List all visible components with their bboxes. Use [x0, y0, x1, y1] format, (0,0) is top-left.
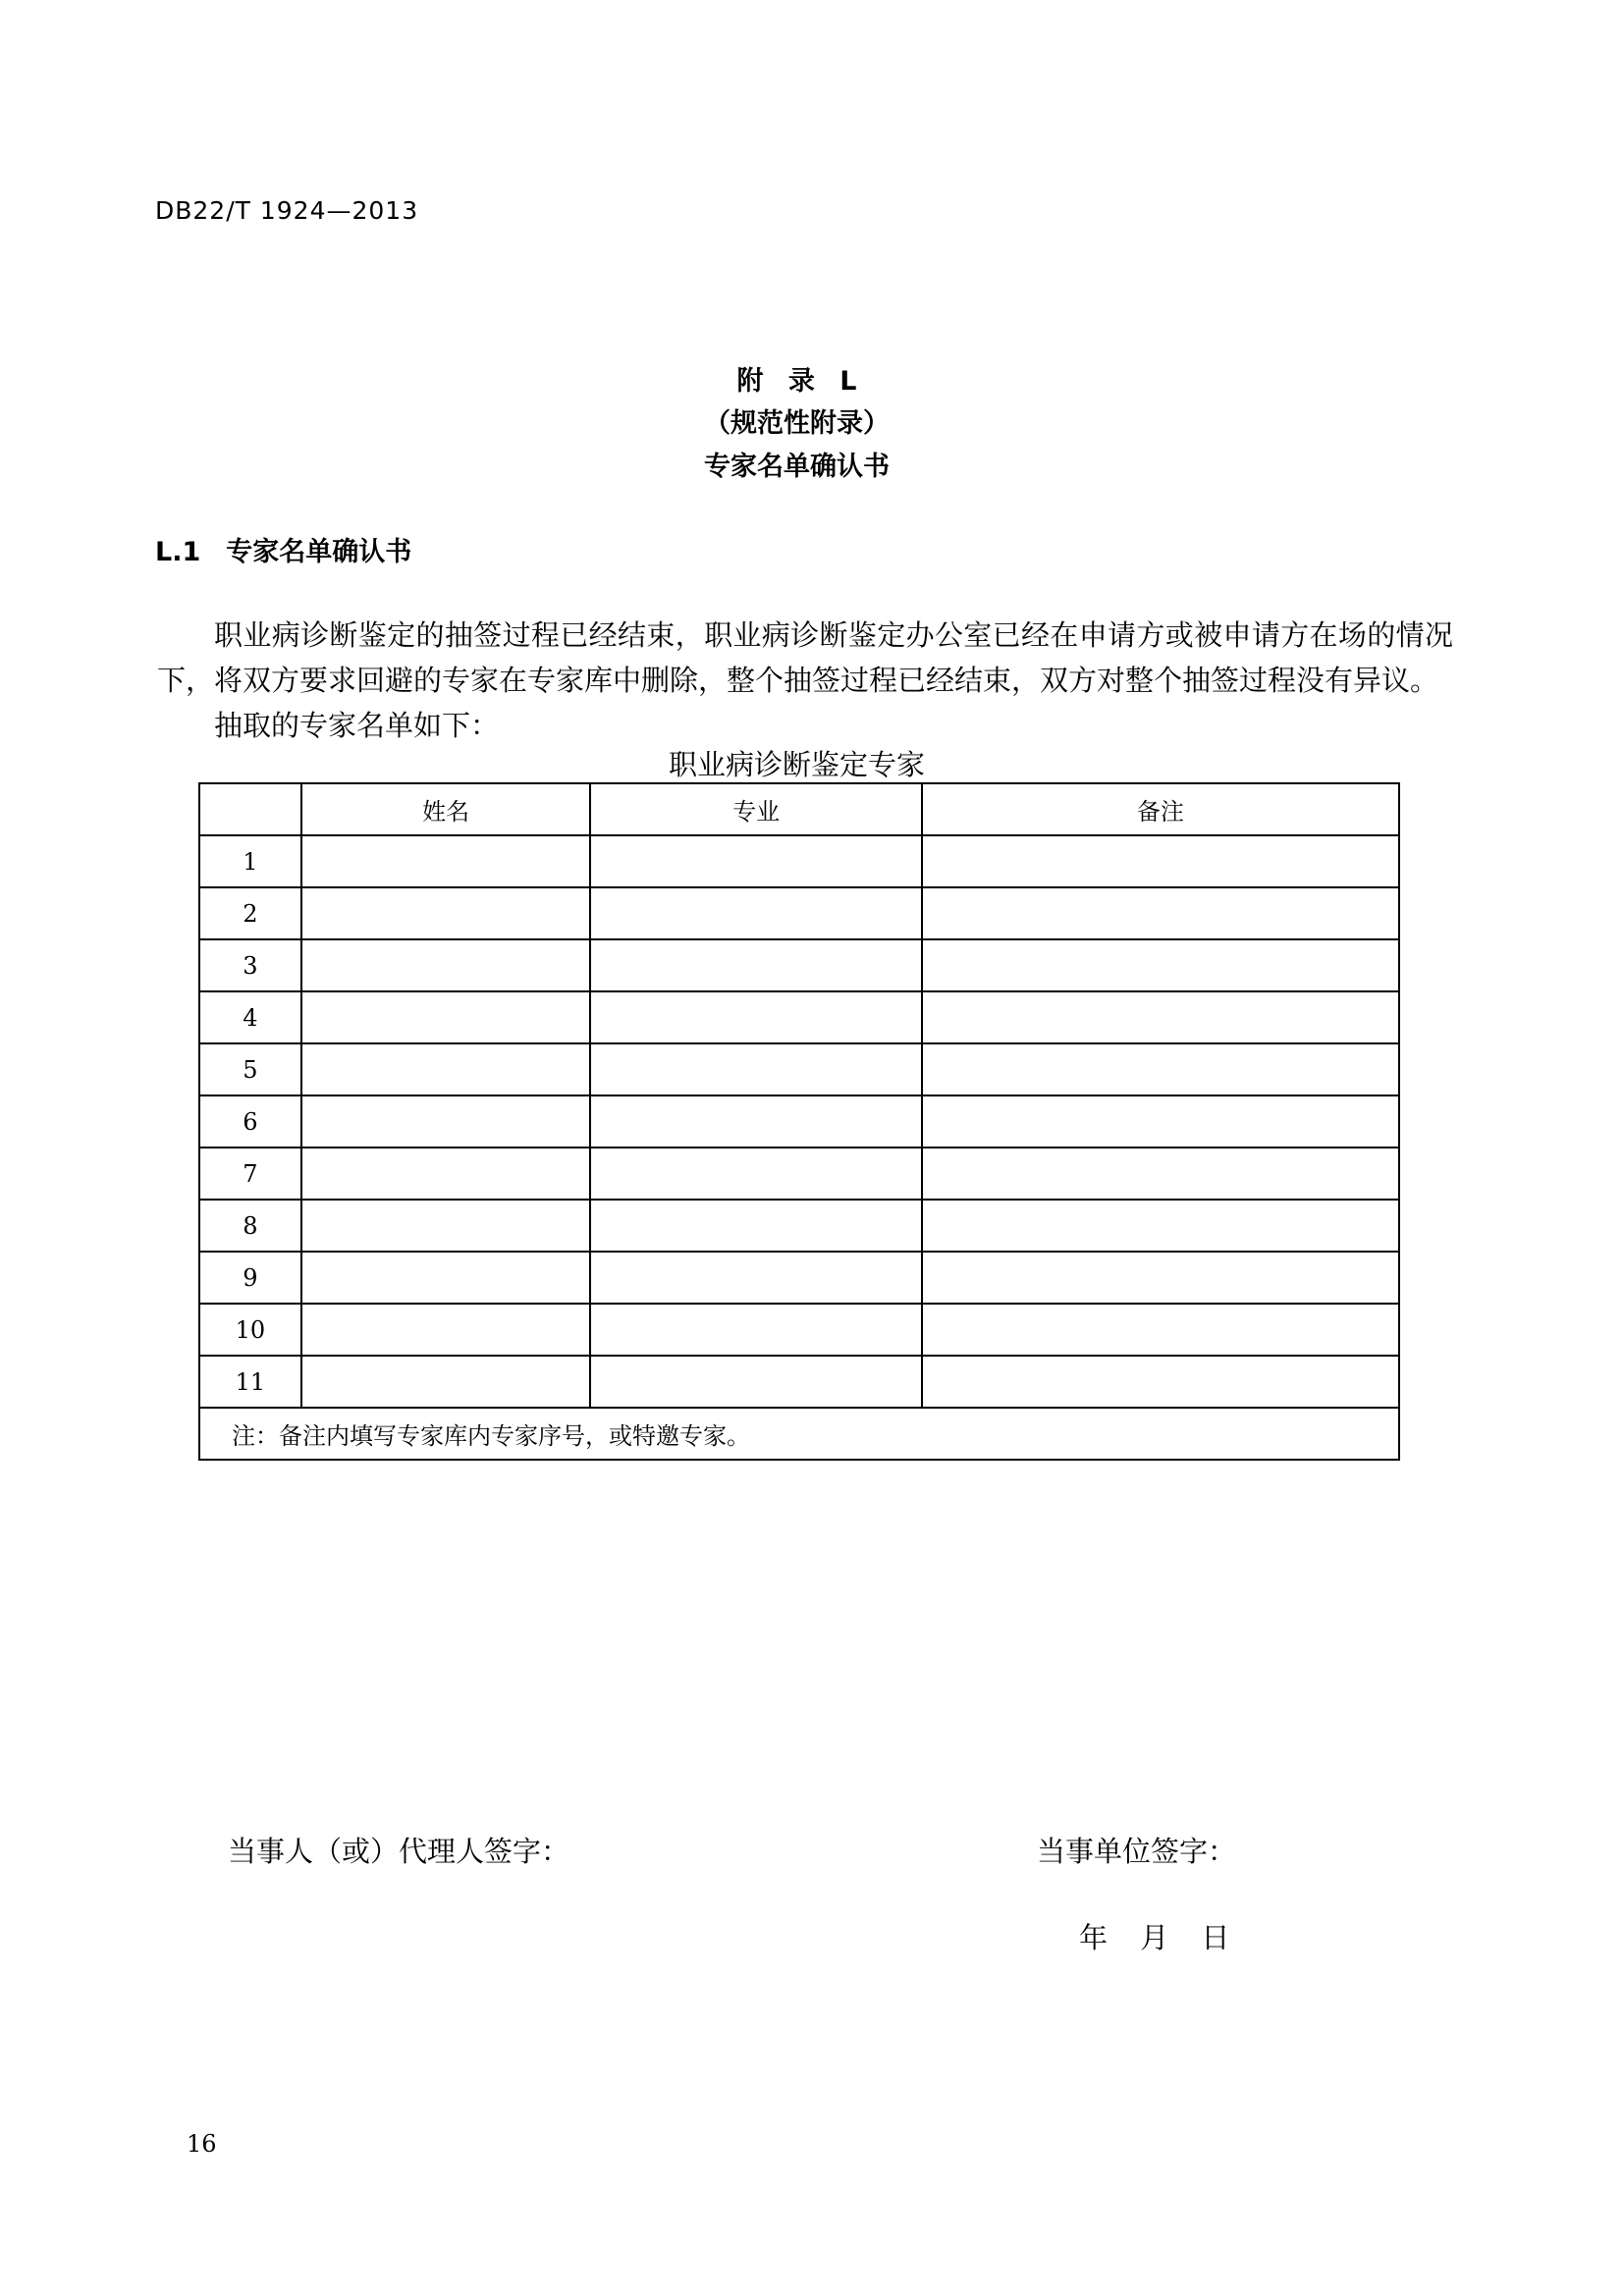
- body-paragraph-intro: 抽取的专家名单如下：: [214, 709, 500, 742]
- specialty-cell: [590, 1356, 921, 1408]
- row-number: 8: [199, 1200, 301, 1252]
- specialty-cell: [590, 1304, 921, 1356]
- appendix-title: 附 录 L: [736, 366, 857, 397]
- unit-signature-label: 当事单位签字：: [1037, 1835, 1237, 1868]
- row-number: 11: [199, 1356, 301, 1408]
- appendix-name: 专家名单确认书: [704, 452, 890, 482]
- table-row: [199, 1043, 1399, 1095]
- table-row: [199, 1252, 1399, 1304]
- row-number: 3: [199, 939, 301, 991]
- date-label: 年 月 日: [1079, 1921, 1230, 1954]
- table-row: [199, 1095, 1399, 1148]
- specialty-cell: [590, 887, 921, 939]
- standard-code: DB22/T 1924—2013: [155, 196, 419, 225]
- name-cell: [301, 1095, 591, 1148]
- name-cell: [301, 1043, 591, 1095]
- expert-table: [198, 782, 1400, 1461]
- table-caption: 职业病诊断鉴定专家: [668, 748, 925, 781]
- section-number: L.1: [155, 537, 201, 567]
- remarks-cell: [922, 939, 1399, 991]
- remarks-cell: [922, 835, 1399, 887]
- name-cell: [301, 1200, 591, 1252]
- name-cell: [301, 1252, 591, 1304]
- remarks-cell: [922, 1095, 1399, 1148]
- row-number: 4: [199, 991, 301, 1043]
- page-number: 16: [187, 2130, 217, 2158]
- table-row: [199, 835, 1399, 887]
- remarks-cell: [922, 991, 1399, 1043]
- name-cell: [301, 991, 591, 1043]
- table-row: [199, 1200, 1399, 1252]
- header-cell-specialty: 专业: [590, 783, 921, 835]
- remarks-cell: [922, 1356, 1399, 1408]
- row-number: 1: [199, 835, 301, 887]
- table-row: [199, 1148, 1399, 1200]
- body-paragraph: 职业病诊断鉴定的抽签过程已经结束，职业病诊断鉴定办公室已经在申请方或被申请方在场的情况下，将双方要求回避的专家在专家库中删除，整个抽签过程已经结束，双方对整个抽签过程没有异议。: [157, 618, 1453, 697]
- name-cell: [301, 939, 591, 991]
- name-cell: [301, 835, 591, 887]
- specialty-cell: [590, 1043, 921, 1095]
- remarks-cell: [922, 1304, 1399, 1356]
- header-cell-remarks: 备注: [922, 783, 1399, 835]
- specialty-cell: [590, 1200, 921, 1252]
- specialty-cell: [590, 1148, 921, 1200]
- table-row: [199, 991, 1399, 1043]
- specialty-cell: [590, 991, 921, 1043]
- table-note-row: [199, 1408, 1399, 1460]
- row-number: 9: [199, 1252, 301, 1304]
- row-number: 5: [199, 1043, 301, 1095]
- header-cell-name: 姓名: [301, 783, 591, 835]
- table-row: [199, 887, 1399, 939]
- remarks-cell: [922, 1148, 1399, 1200]
- name-cell: [301, 1148, 591, 1200]
- table-row: [199, 1356, 1399, 1408]
- specialty-cell: [590, 939, 921, 991]
- name-cell: [301, 1304, 591, 1356]
- row-number: 7: [199, 1148, 301, 1200]
- remarks-cell: [922, 1043, 1399, 1095]
- row-number: 2: [199, 887, 301, 939]
- name-cell: [301, 1356, 591, 1408]
- name-cell: [301, 887, 591, 939]
- header-cell-index: [199, 783, 301, 835]
- row-number: 6: [199, 1095, 301, 1148]
- section-title: 专家名单确认书: [226, 537, 412, 567]
- appendix-type: （规范性附录）: [704, 408, 890, 439]
- specialty-cell: [590, 1095, 921, 1148]
- remarks-cell: [922, 1200, 1399, 1252]
- row-number: 10: [199, 1304, 301, 1356]
- section-heading: [155, 530, 411, 568]
- table-row: [199, 939, 1399, 991]
- remarks-cell: [922, 1252, 1399, 1304]
- specialty-cell: [590, 835, 921, 887]
- party-signature-label: 当事人（或）代理人签字：: [228, 1835, 570, 1868]
- table-note: 注：备注内填写专家库内专家序号，或特邀专家。: [199, 1408, 1399, 1460]
- table-header-row: [199, 783, 1399, 835]
- remarks-cell: [922, 887, 1399, 939]
- specialty-cell: [590, 1252, 921, 1304]
- table-row: [199, 1304, 1399, 1356]
